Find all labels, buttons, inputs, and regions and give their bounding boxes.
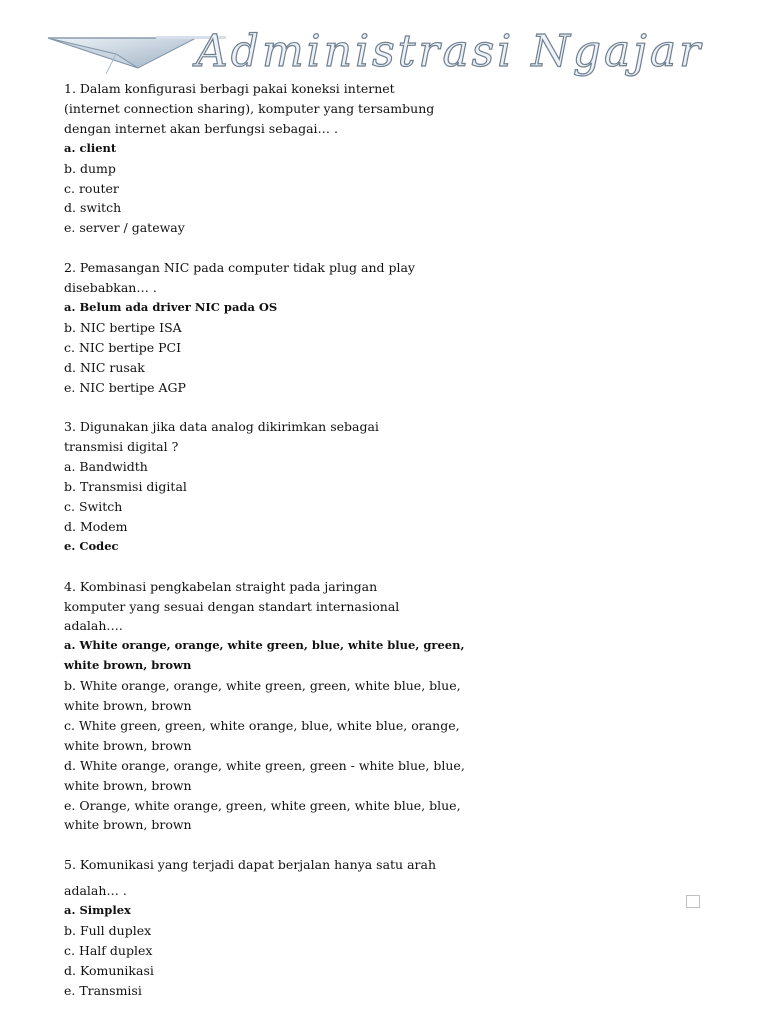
question-text: dengan internet akan berfungsi sebagai… . [64, 120, 338, 136]
answer-option: d. NIC rusak [64, 359, 145, 375]
answer-option: c. White green, green, white orange, blue, white blue, orange, white brown, brown [64, 717, 460, 753]
answer-option: c. Half duplex [64, 942, 153, 958]
answer-option-correct: e. Codec [64, 538, 119, 553]
question-text: komputer yang sesuai dengan standart internasional [64, 598, 400, 614]
question-text: adalah…. [64, 618, 123, 634]
question-text: adalah… . [64, 883, 127, 899]
answer-option: d. White orange, orange, white green, green - white blue, blue, white brown, brown [64, 757, 465, 793]
answer-option: c. Switch [64, 499, 123, 514]
answer-option: b. Transmisi digital [64, 479, 187, 495]
question-text: 5. Komunikasi yang terjadi dapat berjalan hanya satu arah [64, 857, 436, 873]
answer-option-correct: a. White orange, orange, white green, blue, white blue, green, white brown, brown [64, 638, 465, 673]
small-checkbox[interactable] [686, 895, 700, 908]
answer-option: b. NIC bertipe ISA [64, 319, 182, 335]
answer-option: e. NIC bertipe AGP [64, 379, 186, 395]
question-text: 3. Digunakan jika data analog dikirimkan sebagai [64, 419, 379, 435]
answer-option: d. Modem [64, 518, 128, 534]
question-text: 1. Dalam konfigurasi berbagi pakai koneksi internet [64, 81, 395, 96]
question-3 [64, 417, 484, 556]
answer-option-correct: a. Belum ada driver NIC pada OS [64, 299, 278, 314]
question-text: 4. Kombinasi pengkabelan straight pada jaringan [64, 578, 378, 594]
answer-option: d. Komunikasi [64, 962, 154, 978]
answer-option-correct: a. Simplex [64, 903, 131, 918]
question-2 [64, 258, 484, 397]
question-5 [64, 855, 484, 1000]
answer-option: d. switch [64, 200, 122, 216]
answer-option: e. server / gateway [64, 220, 185, 236]
answer-option: a. Bandwidth [64, 459, 148, 475]
banner-title: Administrasi Ngajar [196, 26, 704, 77]
question-list [64, 79, 484, 1021]
header-banner [46, 24, 726, 76]
answer-option: c. NIC bertipe PCI [64, 339, 182, 355]
answer-option: b. Full duplex [64, 923, 152, 938]
answer-option: b. dump [64, 160, 116, 176]
answer-option: e. Transmisi [64, 982, 142, 998]
question-text: 2. Pemasangan NIC pada computer tidak plug and play [64, 260, 415, 276]
question-text: disebabkan… . [64, 280, 157, 296]
answer-option: e. Orange, white orange, green, white green, white blue, blue, white brown, brown [64, 797, 461, 833]
question-4 [64, 577, 484, 836]
question-text: (internet connection sharing), komputer yang tersambung [64, 100, 435, 116]
question-1 [64, 79, 484, 238]
answer-option-correct: a. client [64, 140, 117, 155]
answer-option: b. White orange, orange, white green, green, white blue, blue, white brown, brown [64, 678, 461, 714]
answer-option: c. router [64, 180, 119, 196]
question-text: transmisi digital ? [64, 439, 179, 455]
